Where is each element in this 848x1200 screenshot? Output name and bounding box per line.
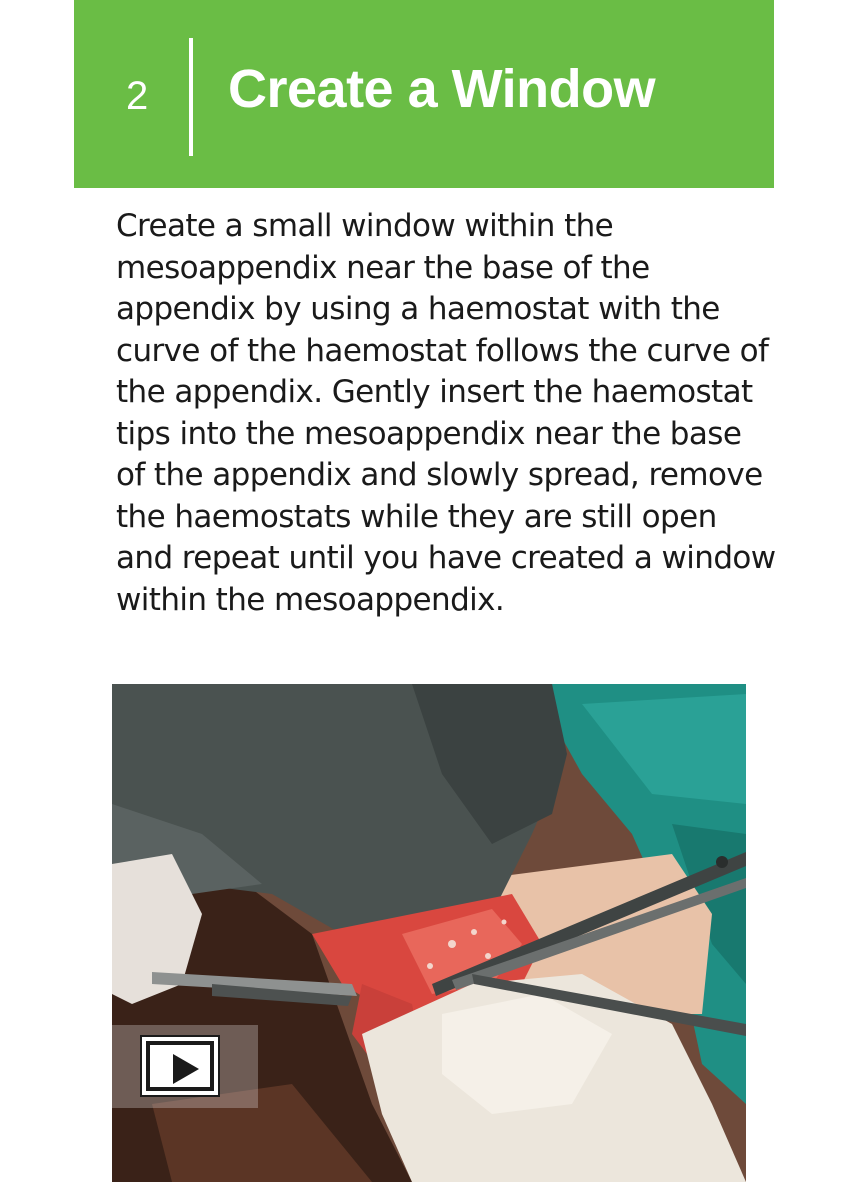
instruction-text: Create a small window within the mesoappendix near the base of the appendix by using a haemostat with the curve of the haemostat follows the curve of the appendix. Gently insert the haemostat tips into the mesoappendix near the base of the appendix and slowly spread, remove the haemostats while they are still open and repeat until you have created a window within the mesoappendix. bbox=[116, 208, 776, 618]
header-divider bbox=[189, 38, 193, 156]
video-player[interactable] bbox=[112, 684, 746, 1182]
play-button[interactable] bbox=[142, 1037, 218, 1095]
page-title: Create a Window bbox=[228, 59, 656, 119]
play-icon bbox=[173, 1054, 199, 1084]
step-number: 2 bbox=[126, 74, 149, 118]
play-overlay bbox=[112, 1025, 258, 1108]
play-button-frame bbox=[150, 1045, 210, 1087]
